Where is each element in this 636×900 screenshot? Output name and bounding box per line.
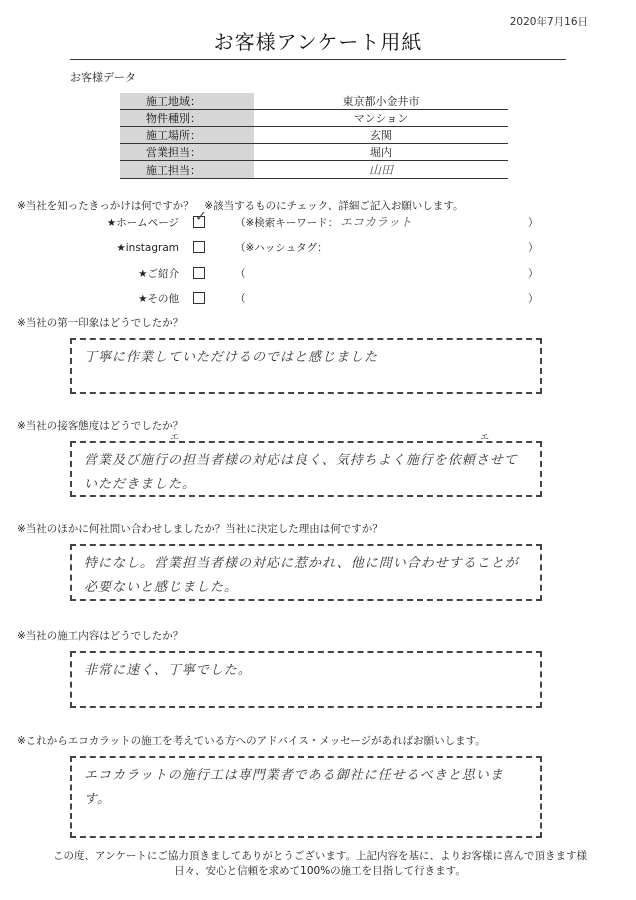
option-row-instagram: [0, 238, 636, 258]
field-label: 施工担当：: [120, 161, 254, 179]
table-row: [120, 127, 508, 144]
answer-box-customer-service[interactable]: [70, 441, 542, 497]
table-row: [120, 144, 508, 161]
option-label: ★instagram: [116, 242, 179, 254]
question-4: ※当社のほかに何社問い合わせしましたか？当社に決定した理由は何ですか？: [17, 523, 383, 535]
option-row-homepage: [0, 209, 636, 233]
field-label: 施工地域：: [120, 93, 254, 110]
option-label: ★その他: [138, 293, 179, 305]
checkbox-instagram[interactable]: [193, 241, 205, 253]
option-label: ★ホームページ: [106, 217, 179, 229]
field-value-handwritten: 山田: [254, 161, 508, 179]
field-value: 玄関: [254, 127, 508, 144]
option-detail-close: ）: [528, 217, 539, 229]
answer-box-advice[interactable]: [70, 756, 542, 838]
answer-box-competitors[interactable]: [70, 544, 542, 601]
field-label: 施工場所：: [120, 127, 254, 144]
question-6: ※これからエコカラットの施工を考えている方へのアドバイス・メッセージがあればお願いします。: [17, 735, 486, 747]
answer-box-work-quality[interactable]: [70, 651, 542, 708]
table-row: [120, 93, 508, 110]
customer-data-table: [120, 93, 508, 179]
checkbox-referral[interactable]: [193, 267, 205, 279]
answer-box-first-impression[interactable]: [70, 338, 542, 394]
option-detail-close: ）: [528, 268, 539, 280]
check-mark-icon: ✓: [195, 209, 207, 225]
table-row: [120, 110, 508, 127]
answer-text: 営業及び施行の担当者様の対応は良く、気持ちよく施行を依頼させていただきました。: [84, 453, 518, 492]
footer-message: [30, 849, 610, 879]
question-5: ※当社の施工内容はどうでしたか？: [17, 630, 184, 642]
option-label: ★ご紹介: [138, 268, 179, 280]
checkbox-homepage[interactable]: [193, 209, 207, 228]
option-detail-prefix: （: [235, 268, 246, 280]
option-detail-prefix: （: [235, 293, 246, 305]
page-title: お客様アンケート用紙: [213, 30, 423, 54]
field-label: 物件種別：: [120, 110, 254, 127]
question-2: ※当社の第一印象はどうでしたか？: [17, 317, 184, 329]
checkbox-other[interactable]: [193, 292, 205, 304]
question-3: ※当社の接客態度はどうでしたか？: [17, 420, 184, 432]
title-bar: [70, 26, 566, 60]
option-detail-value[interactable]: エコカラット: [340, 215, 412, 229]
customer-data-heading: お客様データ: [70, 71, 136, 84]
field-label: 営業担当：: [120, 144, 254, 161]
answer-text: 特になし。営業担当者様の対応に惹かれ、他に問い合わせすることが必要ないと感じました。: [84, 556, 519, 595]
survey-date: 2020年7月16日: [509, 16, 588, 28]
answer-text: 丁寧に作業していただけるのではと感じました: [84, 350, 379, 365]
footer-line-2: 日々、安心と信頼を求めて100%の施工を目指して行きます。: [174, 865, 466, 877]
option-detail-prefix: （※検索キーワード：: [235, 217, 339, 229]
table-row: [120, 161, 508, 179]
option-detail-close: ）: [528, 242, 539, 254]
field-value: 堀内: [254, 144, 508, 161]
option-detail-close: ）: [528, 293, 539, 305]
ruby-annotation: エ: [170, 433, 180, 443]
answer-text: 非常に速く、丁寧でした。: [84, 663, 252, 678]
question-1: ※当社を知ったきっかけは何ですか？ ※該当するものにチェック、詳細ご記入お願いします。: [17, 200, 464, 212]
option-row-other: [0, 289, 636, 309]
ruby-annotation: エ: [480, 433, 490, 443]
field-value: 東京都小金井市: [254, 93, 508, 110]
answer-text: エコカラットの施行工は専門業者である御社に任せるべきと思います。: [84, 768, 504, 807]
option-row-referral: [0, 264, 636, 284]
field-value: マンション: [254, 110, 508, 127]
footer-line-1: この度、アンケートにご協力頂きましてありがとうございます。上記内容を基に、よりお客様に喜んで頂きます様: [52, 850, 588, 862]
option-detail-prefix: （※ハッシュタグ：: [235, 242, 328, 254]
